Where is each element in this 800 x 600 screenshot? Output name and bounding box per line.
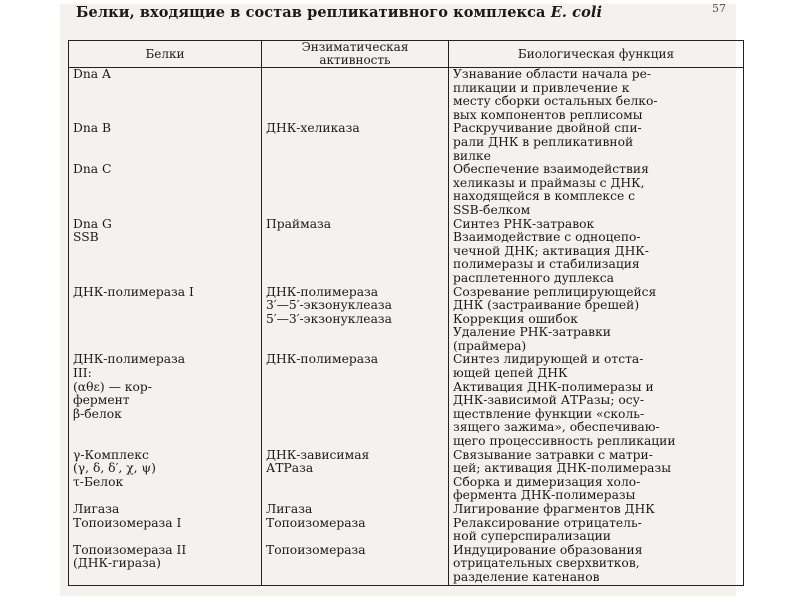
function-cell <box>449 503 744 517</box>
function-text: вилке <box>453 148 491 163</box>
protein-name: τ-Белок <box>73 474 124 489</box>
protein-cell <box>69 122 262 163</box>
activity-cell <box>262 517 449 544</box>
activity-cell <box>262 286 449 354</box>
function-text: Синтез лидирующей и отста- <box>453 352 644 367</box>
activity-text: 5′—3′-экзонуклеаза <box>266 311 392 326</box>
function-text: Сборка и димеризация холо- <box>453 474 641 489</box>
table-header-row <box>69 41 744 68</box>
protein-name: Dna A <box>73 67 111 81</box>
activity-text: Топоизомераза <box>266 515 366 530</box>
title-text: Белки, входящие в состав репликативного комплекса <box>76 4 546 21</box>
activity-cell <box>262 503 449 517</box>
function-text: ной суперспирализации <box>453 529 611 544</box>
activity-text: Праймаза <box>266 216 332 231</box>
function-text: Активация ДНК-полимеразы и <box>453 379 654 394</box>
function-text: хеликазы и праймазы с ДНК, <box>453 175 645 190</box>
protein-name: Топоизомераза II <box>73 542 187 557</box>
activity-text: АТРаза <box>266 461 314 476</box>
function-cell <box>449 68 744 123</box>
protein-cell <box>69 353 262 448</box>
protein-name: (ДНК-гираза) <box>73 556 161 571</box>
activity-text: Лигаза <box>266 502 313 516</box>
activity-text: ДНК-полимераза <box>266 284 379 299</box>
activity-cell <box>262 122 449 163</box>
function-text: Лигирование фрагментов ДНК <box>453 502 655 516</box>
function-text: Синтез РНК-затравок <box>453 216 595 231</box>
protein-cell <box>69 449 262 476</box>
table-row <box>69 544 744 585</box>
table-row <box>69 353 744 448</box>
function-text: Взаимодействие с одноцепо- <box>453 230 641 245</box>
protein-name: ДНК-полимераза <box>73 352 186 367</box>
activity-cell <box>262 163 449 217</box>
protein-cell <box>69 286 262 354</box>
activity-text: ДНК-зависимая <box>266 447 370 462</box>
function-cell <box>449 449 744 476</box>
activity-cell <box>262 476 449 503</box>
protein-name: ДНК-полимераза I <box>73 284 194 299</box>
document-title <box>76 4 602 21</box>
table-row <box>69 163 744 217</box>
function-text: вых компонентов реплисомы <box>453 107 643 122</box>
activity-cell <box>262 218 449 286</box>
protein-cell <box>69 68 262 123</box>
function-cell <box>449 544 744 585</box>
activity-cell <box>262 353 449 448</box>
function-text: Связывание затравки с матри- <box>453 447 653 462</box>
activity-text: ДНК-хеликаза <box>266 121 360 136</box>
function-cell <box>449 476 744 503</box>
function-text: Созревание реплицирующейся <box>453 284 657 299</box>
protein-cell <box>69 163 262 217</box>
protein-name: III: <box>73 366 92 381</box>
protein-name: (αθε) — кор- <box>73 379 152 394</box>
function-text: Индуцирование образования <box>453 542 643 557</box>
table-row <box>69 286 744 354</box>
header-function: Биологическая функция <box>449 41 744 68</box>
protein-cell <box>69 476 262 503</box>
table-row <box>69 68 744 123</box>
table-row <box>69 517 744 544</box>
header-activity-line2: активность <box>319 53 391 67</box>
protein-cell <box>69 218 262 286</box>
header-activity-line1: Энзиматическая <box>301 40 409 54</box>
function-text: зящего зажима», обеспечиваю- <box>453 420 660 435</box>
function-cell <box>449 286 744 354</box>
protein-name: Топоизомераза I <box>73 515 182 530</box>
function-cell <box>449 122 744 163</box>
function-cell <box>449 163 744 217</box>
function-text: полимеразы и стабилизация <box>453 257 640 272</box>
table-row <box>69 218 744 286</box>
table-row <box>69 503 744 517</box>
activity-text: Топоизомераза <box>266 542 366 557</box>
function-text: Узнавание области начала ре- <box>453 67 652 81</box>
function-text: чечной ДНК; активация ДНК- <box>453 243 649 258</box>
function-text: месту сборки остальных белко- <box>453 94 658 109</box>
header-activity <box>262 41 449 68</box>
function-text: ющей цепей ДНК <box>453 366 568 381</box>
function-text: расплетенного дуплекса <box>453 270 615 285</box>
activity-cell <box>262 544 449 585</box>
protein-name: Лигаза <box>73 502 120 516</box>
function-text: цей; активация ДНК-полимеразы <box>453 461 672 476</box>
protein-name: SSB <box>73 230 99 245</box>
protein-cell <box>69 517 262 544</box>
table-row <box>69 476 744 503</box>
function-text: (праймера) <box>453 338 527 353</box>
function-text: Релаксирование отрицатель- <box>453 515 642 530</box>
protein-name: Dna B <box>73 121 112 136</box>
title-organism: E. coli <box>550 4 603 21</box>
page-marker: 57 <box>712 2 726 15</box>
function-text: Удаление РНК-затравки <box>453 325 611 340</box>
function-text: Коррекция ошибок <box>453 311 578 326</box>
function-text: ществление функции «сколь- <box>453 406 645 421</box>
function-text: рали ДНК в репликативной <box>453 134 634 149</box>
protein-cell <box>69 503 262 517</box>
function-text: ДНК-зависимой АТРазы; осу- <box>453 393 645 408</box>
protein-cell <box>69 544 262 585</box>
activity-text: ДНК-полимераза <box>266 352 379 367</box>
function-text: ДНК (застраивание брешей) <box>453 298 640 313</box>
function-cell <box>449 218 744 286</box>
activity-text: 3′—5′-экзонуклеаза <box>266 298 392 313</box>
table-row <box>69 449 744 476</box>
function-text: фермента ДНК-полимеразы <box>453 488 636 503</box>
activity-cell <box>262 449 449 476</box>
header-proteins: Белки <box>69 41 262 68</box>
function-text: SSB-белком <box>453 202 531 217</box>
function-cell <box>449 517 744 544</box>
function-text: находящейся в комплексе с <box>453 189 636 204</box>
function-text: Раскручивание двойной спи- <box>453 121 642 136</box>
protein-name: (γ, δ, δ′, χ, ψ) <box>73 461 156 476</box>
activity-cell <box>262 68 449 123</box>
table-row <box>69 122 744 163</box>
protein-name: Dna C <box>73 162 112 177</box>
protein-name: Dna G <box>73 216 112 231</box>
replication-proteins-table <box>68 40 744 586</box>
protein-name: фермент <box>73 393 130 408</box>
function-text: отрицательных сверхвитков, <box>453 556 640 571</box>
function-cell <box>449 353 744 448</box>
protein-name: β-белок <box>73 406 122 421</box>
function-text: щего процессивность репликации <box>453 434 676 449</box>
function-text: разделение катенанов <box>453 569 600 584</box>
function-text: пликации и привлечение к <box>453 80 630 95</box>
protein-name: γ-Комплекс <box>73 447 149 462</box>
function-text: Обеспечение взаимодействия <box>453 162 649 177</box>
